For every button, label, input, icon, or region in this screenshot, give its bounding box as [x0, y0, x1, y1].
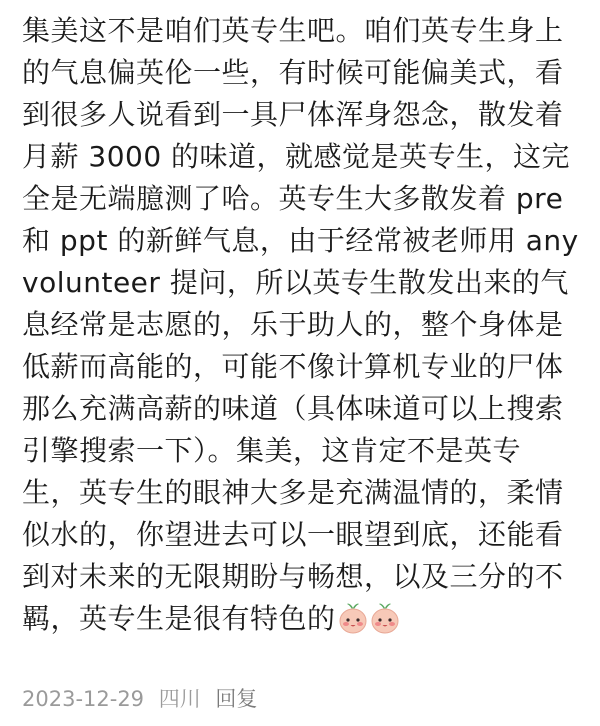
comment-line: 到对未来的无限期盼与畅想，以及三分的不 — [22, 560, 564, 593]
comment-line: 那么充满高薪的味道（具体味道可以上搜索 — [22, 392, 564, 425]
comment-line: 低薪而高能的，可能不像计算机专业的尸体 — [22, 350, 564, 383]
emoji-group — [338, 602, 402, 646]
cute-face-emoji-icon — [338, 602, 368, 634]
comment-line: volunteer 提问，所以英专生散发出来的气 — [22, 266, 569, 299]
comment-line: 和 ppt 的新鲜气息，由于经常被老师用 any — [22, 224, 579, 257]
comment-line: 月薪 3000 的味道，就感觉是英专生，这完 — [22, 140, 571, 173]
comment-date: 2023-12-29 — [22, 687, 145, 711]
comment-text — [22, 10, 592, 640]
comment-meta — [22, 684, 265, 714]
cute-face-emoji-icon — [370, 602, 400, 634]
comment-location: 四川 — [158, 687, 201, 711]
comment-line: 生，英专生的眼神大多是充满温情的，柔情 — [22, 476, 564, 509]
comment-line: 似水的，你望进去可以一眼望到底，还能看 — [22, 518, 564, 551]
comment-line: 到很多人说看到一具尸体浑身怨念，散发着 — [22, 98, 564, 131]
comment-line: 息经常是志愿的，乐于助人的，整个身体是 — [22, 308, 564, 341]
comment-line: 全是无端臆测了哈。英专生大多散发着 pre — [22, 182, 564, 215]
comment-line-last — [22, 598, 592, 640]
comment-line: 集美这不是咱们英专生吧。咱们英专生身上 — [22, 14, 564, 47]
reply-button[interactable]: 回复 — [215, 687, 258, 711]
comment-line-text: 羁，英专生是很有特色的 — [22, 602, 336, 635]
comment-line: 引擎搜索一下）。集美，这肯定不是英专 — [22, 434, 522, 467]
comment-line: 的气息偏英伦一些，有时候可能偏美式，看 — [22, 56, 564, 89]
